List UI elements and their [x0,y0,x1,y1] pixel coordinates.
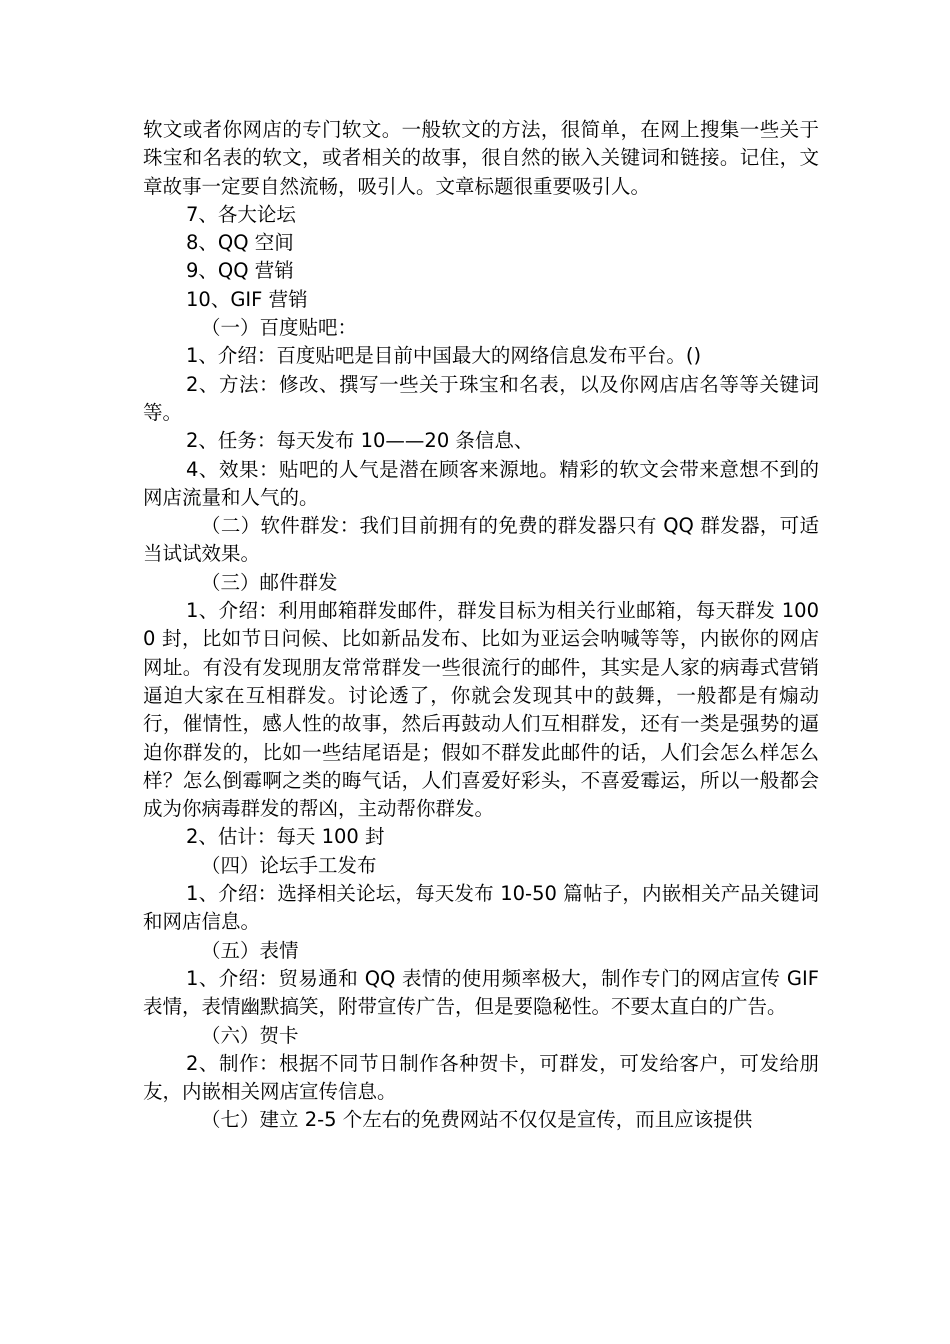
paragraph-tieba-task: 2、任务：每天发布 10——20 条信息、 [186,429,534,453]
paragraph-tieba-method: 2、方法：修改、撰写一些关于珠宝和名表，以及你网店店名等等关键词等。 [143,372,819,424]
paragraph-email-estimate: 2、估计：每天 100 封 [186,825,385,849]
section-heading-emoticons: （五）表情 [201,938,299,962]
paragraph-forum-intro: 1、介绍：选择相关论坛，每天发布 10-50 篇帖子，内嵌相关产品关键词和网店信息。 [143,882,819,934]
section-heading-email-mass-send: （三）邮件群发 [201,570,338,594]
section-heading-software-mass-send: （二）软件群发：我们目前拥有的免费的群发器只有 QQ 群发器，可适当试试效果。 [143,514,819,566]
document-body [143,116,819,1135]
list-item-gif-marketing: 10、GIF 营销 [186,287,308,311]
list-item-forums: 7、各大论坛 [186,202,296,226]
paragraph-email-intro: 1、介绍：利用邮箱群发邮件，群发目标为相关行业邮箱，每天群发 1000 封，比如节日问候、比如新品发布、比如为亚运会呐喊等等，内嵌你的网店网址。有没有发现朋友常常群发一些很流行的邮件，其实是人家的病毒式营销逼迫大家在互相群发。讨论透了，你就会发现其中的鼓舞，一般都是有煽动行，催情性，感人性的故事，然后再鼓动人们互相群发，还有一类是强势的逼迫你群发的，比如一些结尾语是；假如不群发此邮件的话，人们会怎么样怎么样？怎么倒霉啊之类的晦气话，人们喜爱好彩头，不喜爱霉运，所以一般都会成为你病毒群发的帮凶，主动帮你群发。 [143,599,819,821]
paragraph-tieba-intro: 1、介绍：百度贴吧是目前中国最大的网络信息发布平台。() [186,344,702,368]
paragraph-cards-production: 2、制作：根据不同节日制作各种贺卡，可群发，可发给客户，可发给朋友，内嵌相关网店宣传信息。 [143,1051,819,1104]
section-heading-forum-manual: （四）论坛手工发布 [201,853,377,877]
paragraph-emoticons-intro: 1、介绍：贸易通和 QQ 表情的使用频率极大，制作专门的网店宣传 GIF 表情，表情幽默搞笑，附带宣传广告，但是要隐秘性。不要太直白的广告。 [143,966,819,1019]
section-heading-free-websites: （七）建立 2-5 个左右的免费网站不仅仅是宣传，而且应该提供 [201,1108,753,1132]
list-item-qq-marketing: 9、QQ 营销 [186,259,294,283]
paragraph-tieba-effect: 4、效果：贴吧的人气是潜在顾客来源地。精彩的软文会带来意想不到的网店流量和人气的。 [143,457,819,509]
section-heading-baidu-tieba: （一）百度贴吧： [201,316,358,340]
paragraph-soft-article: 软文或者你网店的专门软文。一般软文的方法，很简单，在网上搜集一些关于珠宝和名表的软文，或者相关的故事，很自然的嵌入关键词和链接。记住，文章故事一定要自然流畅，吸引人。文章标题很重要吸引人。 [143,118,819,198]
section-heading-greeting-cards: （六）贺卡 [201,1023,299,1047]
list-item-qq-space: 8、QQ 空间 [186,231,294,255]
